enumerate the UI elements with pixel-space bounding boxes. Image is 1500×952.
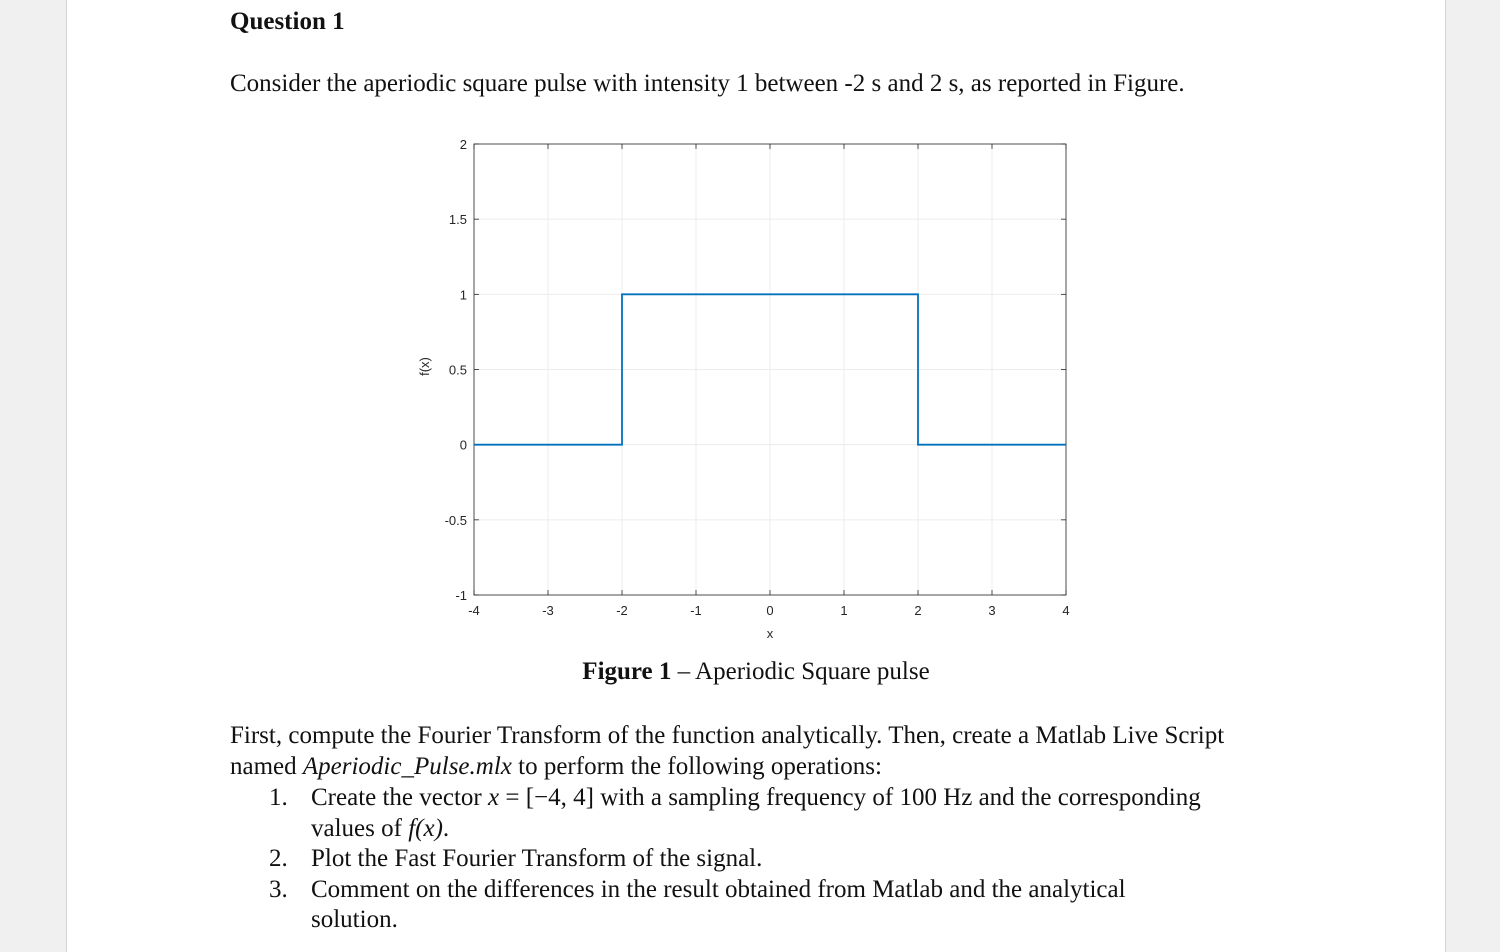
instructions-paragraph (230, 720, 1290, 782)
x-tick-label: 3 (988, 603, 996, 618)
x-tick-label: -4 (468, 603, 480, 618)
vector-definition: = [−4, 4] (499, 784, 594, 811)
list-item (230, 875, 1210, 936)
x-tick-label: 0 (766, 603, 774, 618)
y-tick-label: -1 (455, 588, 467, 603)
figure-caption-label: Figure 1 (582, 658, 672, 685)
document-page (66, 0, 1446, 952)
y-tick-label: 1 (459, 287, 467, 303)
list-number: 1. (269, 784, 288, 811)
x-tick-label: 4 (1062, 603, 1070, 618)
op1-post: with a sampling frequency of 100 Hz and the corresponding values of (311, 784, 1201, 842)
list-item (230, 844, 1210, 875)
function-notation: f(x) (408, 814, 443, 842)
question-heading: Question 1 (230, 8, 345, 35)
square-pulse-plot (67, 0, 1445, 650)
x-tick-label: 2 (914, 603, 922, 618)
vector-variable: x (488, 784, 500, 811)
op2-text: Plot the Fast Fourier Transform of the signal. (311, 845, 763, 872)
op1-end: . (442, 814, 450, 842)
paragraph-part-2: to perform the following operations: (511, 753, 882, 780)
grid-lines (474, 144, 1066, 595)
figure-caption-separator: – (671, 658, 696, 685)
y-tick-label: 2 (459, 137, 467, 152)
operations-list (230, 783, 1210, 936)
list-number: 2. (269, 845, 288, 872)
x-axis-label: x (766, 626, 774, 641)
figure-caption (67, 658, 1445, 686)
y-tick-label: -0.5 (444, 512, 467, 528)
x-tick-label: -3 (542, 603, 554, 618)
op1-pre: Create the vector (311, 784, 488, 811)
y-tick-label: 0.5 (448, 362, 467, 378)
figure-caption-text: Aperiodic Square pulse (695, 658, 930, 685)
y-axis-label: f(x) (417, 357, 432, 376)
list-item (230, 783, 1210, 844)
tick-labels (445, 137, 1070, 618)
x-tick-label: -1 (690, 603, 702, 618)
x-tick-label: -2 (616, 603, 628, 618)
x-tick-label: 1 (840, 603, 848, 618)
y-tick-label: 1.5 (448, 212, 467, 228)
list-number: 3. (269, 875, 288, 903)
op3-text: Comment on the differences in the result obtained from Matlab and the analytical solution. (311, 875, 1126, 933)
intro-text: Consider the aperiodic square pulse with intensity 1 between -2 s and 2 s, as reported in Figure. (230, 70, 1185, 97)
y-tick-label: 0 (459, 437, 467, 453)
live-script-filename: Aperiodic_Pulse.mlx (302, 753, 512, 780)
paragraph-part-1: First, compute the Fourier Transform of the function analytically. Then, create a Matlab Live Script named (230, 722, 1225, 780)
